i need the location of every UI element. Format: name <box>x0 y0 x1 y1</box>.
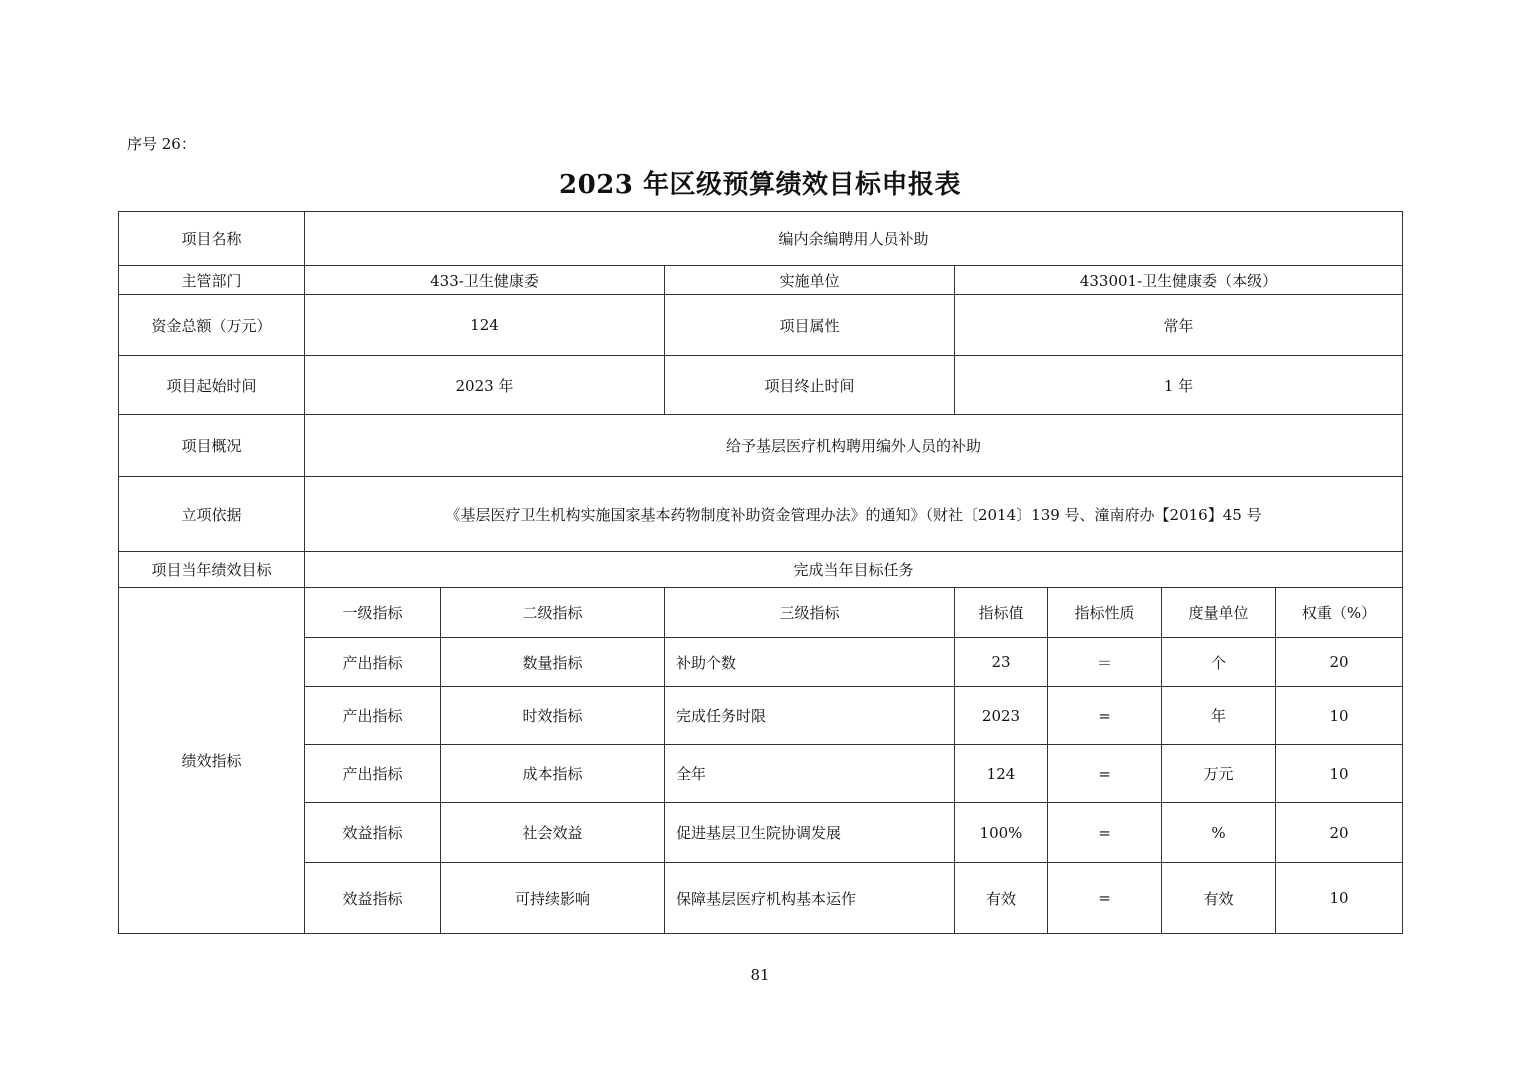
cell-level3: 保障基层医疗机构基本运作 <box>665 863 955 934</box>
cell-unit: 有效 <box>1162 863 1276 934</box>
cell-level3: 全年 <box>665 745 955 803</box>
goal-label: 项目当年绩效目标 <box>119 552 305 588</box>
end-label: 项目终止时间 <box>665 356 955 415</box>
header-value: 指标值 <box>955 588 1048 638</box>
cell-weight: 10 <box>1276 687 1403 745</box>
header-weight: 权重（%） <box>1276 588 1403 638</box>
cell-nature: = <box>1048 745 1162 803</box>
goal-value: 完成当年目标任务 <box>305 552 1403 588</box>
indicator-header-row <box>119 588 1403 638</box>
cell-weight: 10 <box>1276 745 1403 803</box>
row-department <box>119 266 1403 295</box>
cell-unit: % <box>1162 803 1276 863</box>
cell-weight: 20 <box>1276 638 1403 687</box>
cell-value: 2023 <box>955 687 1048 745</box>
cell-unit: 万元 <box>1162 745 1276 803</box>
header-level2: 二级指标 <box>441 588 665 638</box>
table-row <box>119 745 1403 803</box>
cell-nature: ＝ <box>1048 638 1162 687</box>
cell-level1: 产出指标 <box>305 687 441 745</box>
indicator-section-label: 绩效指标 <box>119 588 305 934</box>
row-project-name <box>119 212 1403 266</box>
attr-value: 常年 <box>955 295 1403 356</box>
cell-weight: 10 <box>1276 863 1403 934</box>
cell-level2: 时效指标 <box>441 687 665 745</box>
cell-nature: = <box>1048 687 1162 745</box>
page-title: 2023 年区级预算绩效目标申报表 <box>559 170 961 200</box>
overview-label: 项目概况 <box>119 415 305 477</box>
overview-value: 给予基层医疗机构聘用编外人员的补助 <box>305 415 1403 477</box>
cell-weight: 20 <box>1276 803 1403 863</box>
project-name-label: 项目名称 <box>119 212 305 266</box>
dept-value: 433-卫生健康委 <box>305 266 665 295</box>
cell-level3: 补助个数 <box>665 638 955 687</box>
cell-level3: 完成任务时限 <box>665 687 955 745</box>
cell-unit: 个 <box>1162 638 1276 687</box>
page-number: 81 <box>750 966 770 984</box>
dept-label: 主管部门 <box>119 266 305 295</box>
header-nature: 指标性质 <box>1048 588 1162 638</box>
cell-level3: 促进基层卫生院协调发展 <box>665 803 955 863</box>
unit-label: 实施单位 <box>665 266 955 295</box>
table-row <box>119 863 1403 934</box>
cell-value: 23 <box>955 638 1048 687</box>
attr-label: 项目属性 <box>665 295 955 356</box>
table-row <box>119 687 1403 745</box>
fund-value: 124 <box>305 295 665 356</box>
budget-performance-table <box>118 211 1403 934</box>
cell-level2: 可持续影响 <box>441 863 665 934</box>
cell-level1: 产出指标 <box>305 638 441 687</box>
basis-label: 立项依据 <box>119 477 305 552</box>
cell-level1: 效益指标 <box>305 863 441 934</box>
cell-value: 124 <box>955 745 1048 803</box>
cell-level2: 社会效益 <box>441 803 665 863</box>
start-value: 2023 年 <box>305 356 665 415</box>
end-value: 1 年 <box>955 356 1403 415</box>
row-overview <box>119 415 1403 477</box>
cell-nature: = <box>1048 863 1162 934</box>
cell-level2: 数量指标 <box>441 638 665 687</box>
row-goal <box>119 552 1403 588</box>
unit-value: 433001-卫生健康委（本级） <box>955 266 1403 295</box>
cell-level1: 产出指标 <box>305 745 441 803</box>
header-level3: 三级指标 <box>665 588 955 638</box>
serial-number: 序号 26： <box>127 135 196 153</box>
cell-nature: = <box>1048 803 1162 863</box>
row-time <box>119 356 1403 415</box>
cell-unit: 年 <box>1162 687 1276 745</box>
row-fund <box>119 295 1403 356</box>
row-basis <box>119 477 1403 552</box>
cell-level2: 成本指标 <box>441 745 665 803</box>
basis-value: 《基层医疗卫生机构实施国家基本药物制度补助资金管理办法》的通知》（财社〔2014〕139 号、潼南府办【2016】45 号 <box>305 477 1403 552</box>
header-level1: 一级指标 <box>305 588 441 638</box>
start-label: 项目起始时间 <box>119 356 305 415</box>
cell-level1: 效益指标 <box>305 803 441 863</box>
cell-value: 有效 <box>955 863 1048 934</box>
table-row <box>119 803 1403 863</box>
cell-value: 100% <box>955 803 1048 863</box>
header-unit: 度量单位 <box>1162 588 1276 638</box>
project-name-value: 编内余编聘用人员补助 <box>305 212 1403 266</box>
fund-label: 资金总额（万元） <box>119 295 305 356</box>
table-row <box>119 638 1403 687</box>
